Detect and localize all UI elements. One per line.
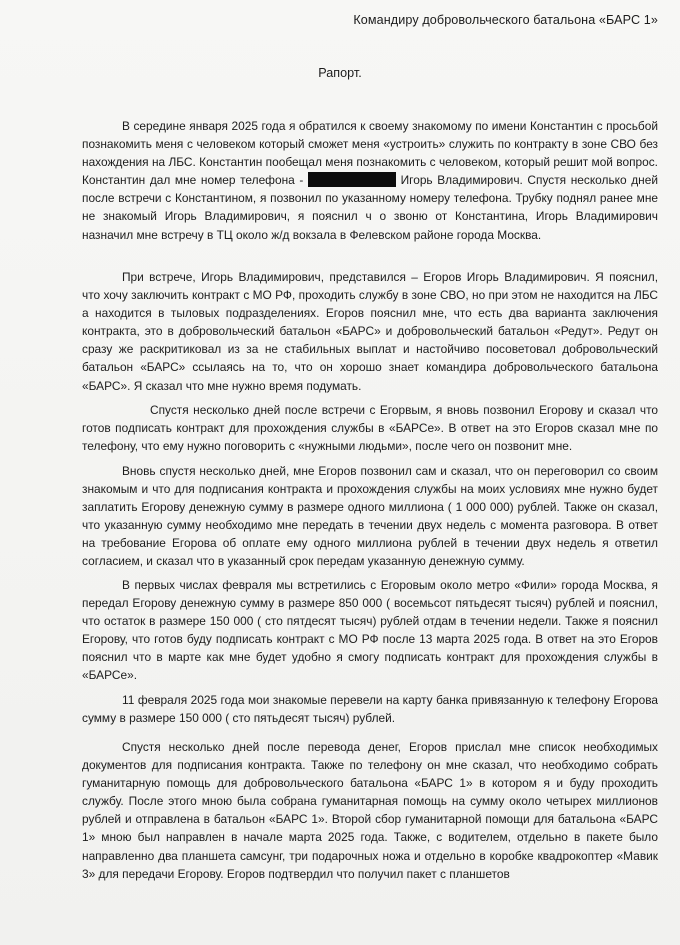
paragraph-1-text-after: Игорь Владимирович. Спустя несколько дней после встречи с Константином, я позвонил по указанному номеру телефона. Трубку поднял ранее мне не знакомый Игорь Владимирович, я пояснил ч о звоню от Константина, Игорь Владимирович назначил мне встречу в ТЦ около ж/д вокзала в Фелевском районе города Москва.	[82, 173, 658, 242]
paragraph-2: При встрече, Игорь Владимирович, представился – Егоров Игорь Владимирович. Я пояснил, что хочу заключить контракт с МО РФ, проходить службу в зоне СВО, но при этом не находится на ЛБС а находится в тыловых подразделениях. Егоров пояснил мне, что есть два варианта заключения контракта, это в добровольческий батальон «БАРС» и добровольческий батальон «Редут». Редут он сразу же раскритиковал из за не стабильных выплат и настойчиво посоветовал добровольческий батальон «БАРС» ссылаясь на то, что он хорошо знает командира добровольческого батальона «БАРС». Я сказал что мне нужно время подумать.	[82, 270, 658, 393]
paragraph-7: Спустя несколько дней после перевода денег, Егоров прислал мне список необходимых документов для подписания контракта. Также по телефону он мне сказал, что необходимо собрать гуманитарную помощь для добровольческого батальона «БАРС 1» в котором я и буду проходить службу. После этого мною была собрана гуманитарная помощь на сумму около четырех миллионов рублей и отправлена в батальон «БАРС 1». Второй сбор гуманитарной помощи для батальона «БАРС 1» мною был направлен в начале марта 2025 года. Также, с водителем, отдельно в пакете было направленно два планшета самсунг, три подарочных ножа и отдельно в коробке квадрокоптер «Мавик 3» для передачи Егорову. Егоров подтвердил что получил пакет с планшетов	[82, 740, 658, 881]
paragraph-1-text-before: В середине января 2025 года я обратился к своему знакомому по имени Константин с просьбой познакомить меня с человеком который сможет меня «устроить» служить по контракту в зоне СВО без нахождения на ЛБС. Константин пообещал меня познакомить с человеком, который решит мой вопрос. Константин дал мне номер телефона -	[82, 119, 658, 188]
paragraph-3: Спустя несколько дней после встречи с Егорвым, я вновь позвонил Егорову и сказал что готов подписать контракт для прохождения службы в «БАРСе». В ответ на это Егоров сказал мне по телефону, что ему нужно поговорить с «нужными людьми», после чего он позвонит мне.	[82, 403, 658, 454]
document-title: Рапорт.	[318, 66, 362, 80]
paragraph-5: В первых числах февраля мы встретились с Егоровым около метро «Фили» города Москва, я передал Егорову денежную сумму в размере 850 000 ( восемьсот пятьдесят тысяч) рублей и пояснил, что остаток в размере 150 000 ( сто пятдесят тысяч) рублей отдам в течении недели. Также я пояснил Егорову, что готов буду подписать контракт с МО РФ после 13 марта 2025 года. В ответ на это Егоров пояснил что в марте как мне будет удобно я смогу подписать контракт для прохождения службы в «БАРСе».	[82, 578, 658, 683]
paragraph-4: Вновь спустя несколько дней, мне Егоров позвонил сам и сказал, что он переговорил со своим знакомым и что для подписания контракта и прохождения службы на моих условиях мне нужно будет заплатить Егорову денежную сумму в размере одного миллиона ( 1 000 000) рублей. Также он сказал, что указанную сумму необходимо мне передать в течении двух недель с момента разговора. В ответ на требование Егорова об оплате ему одного миллиона рублей в течении двух недель я ответил согласием, и сказал что в указанный срок передам указанную денежную сумму.	[82, 464, 658, 569]
paragraph-1	[82, 117, 658, 244]
addressee-header: Командиру добровольческого батальона «БАРС 1»	[353, 13, 658, 27]
paragraph-6: 11 февраля 2025 года мои знакомые перевели на карту банка привязанную к телефону Егорова сумму в размере 150 000 ( сто пятьдесят тысяч) рублей.	[82, 693, 658, 726]
redacted-phone-block	[308, 172, 396, 187]
